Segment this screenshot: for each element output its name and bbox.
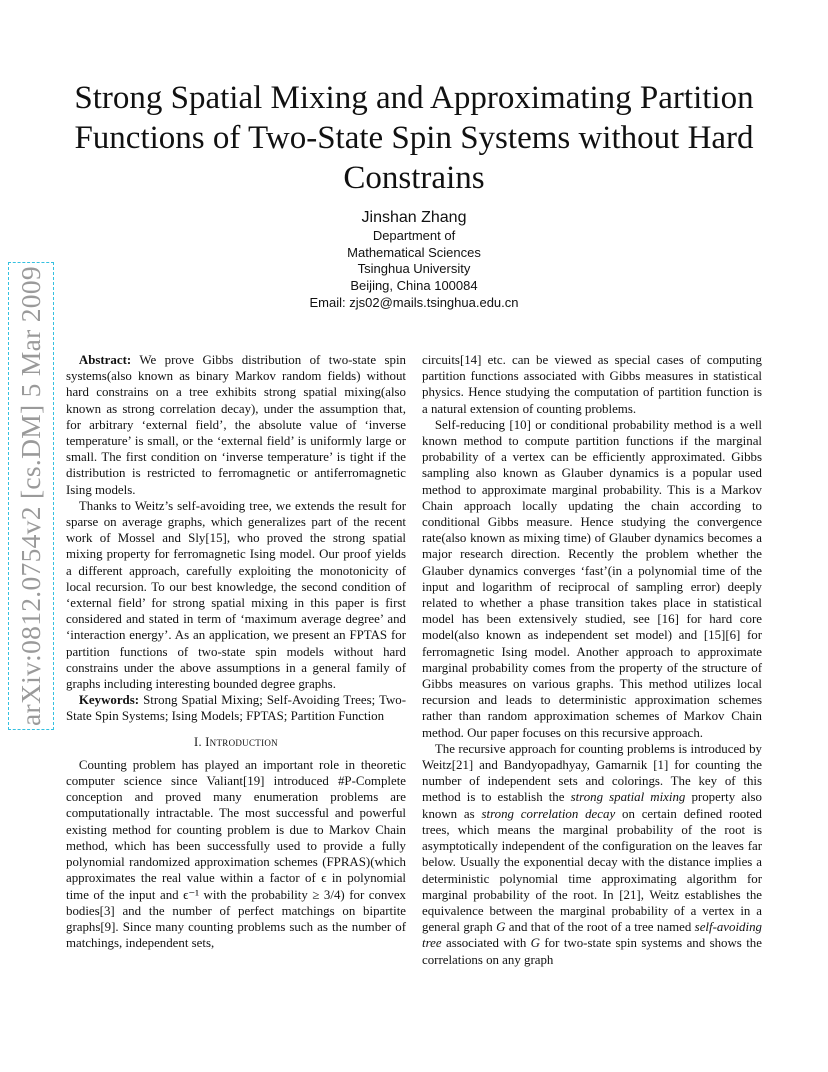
abstract-paragraph [66,352,406,498]
keywords-label: Keywords: [78,693,140,708]
title-line-2: Functions of Two-State Spin Systems without Hard [74,120,754,156]
right-column [422,352,762,968]
keywords-paragraph [66,692,406,724]
author-email: Email: zjs02@mails.tsinghua.edu.cn [309,294,519,310]
left-column [66,352,406,951]
term-self-avoiding-tree: self-avoiding tree [422,920,762,951]
title-line-3: Constrains [343,160,485,196]
author-block [214,208,614,312]
p3-text-a: The recursive approach for counting problems is introduced by Weitz[21] and Bandyopadhyay, Gamarnik [1] for counting the number of independent sets and colorings. The key of this method is to establish the [422,741,762,805]
intro-paragraph-1: Counting problem has played an important role in theoretic computer science since Valiant[19] introduced #P-Complete conception and proved many enumeration problems are computationally intractable. The most successful and powerful existing method for counting problem is due to Markov Chain method, which has been successfully used to provide a fully polynomial randomized approximation schemes (FPRAS)(which approximates the real value within a factor of ϵ in polynomial time of the input and ϵ⁻¹ with the probability ≥ 3/4) for convex bodies[3] and the number of perfect matchings on bipartite graphs[9]. Since many counting problems such as the number of matchings, independent sets, [66,757,406,951]
term-strong-spatial-mixing: strong spatial mixing [570,790,686,805]
section-heading-introduction [66,734,406,750]
right-paragraph-1: circuits[14] etc. can be viewed as special cases of computing partition functions associated with Gibbs measures in statistical physics. Hence studying the computation of partition function is a natural extension of counting problems. [422,353,762,416]
abstract-label: Abstract: [78,353,132,367]
keywords-text: Strong Spatial Mixing; Self-Avoiding Trees; Two-State Spin Systems; Ising Models; FPTAS; Partition Function [66,693,406,724]
abstract-text: We prove Gibbs distribution of two-state spin systems(also known as binary Markov random fields) without hard constrains on a tree exhibits strong spatial mixing(also known as strong correlation decay), under the assumption that, for arbitrary ‘external field’, the absolute value of ‘inverse temperature’ is small, or the ‘external field’ is uniformly large or small. The first condition on ‘inverse temperature’ is tight if the distribution is restricted to ferromagnetic or antiferromagnetic Ising models. [66,353,406,497]
abstract-paragraph-2: Thanks to Weitz’s self-avoiding tree, we extends the result for sparse on average graphs, which generalizes part of the recent work of Mossel and Sly[15], who proved the strong spatial mixing property for ferromagnetic Ising model. Our proof yields a different approach, carefully exploiting the monotonicity of local recursion. To our best knowledge, the second condition of ‘external field’ for strong spatial mixing in this paper is first considered and stated in term of ‘maximum average degree’ and ‘interaction energy’. As an application, we present an FPTAS for partition functions of two-state spin models without hard constrains under the above assumptions in a general family of graphs including interesting bounded degree graphs. [66,498,406,692]
affiliation-university: Tsinghua University [357,261,471,277]
affiliation-dept-line-2: Mathematical Sciences [347,244,481,260]
p3-text-f: for two-state spin systems and shows the correlations on any graph [422,936,762,967]
p3-text-d: and that of the root of a tree named [508,920,692,935]
arxiv-identifier: arXiv:0812.0754v2 [cs.DM] 5 Mar 2009 [15,266,46,726]
affiliation-location: Beijing, China 100084 [350,278,478,294]
section-title: Introduction [205,734,278,749]
term-strong-correlation-decay: strong correlation decay [481,806,616,821]
right-paragraph-2: Self-reducing [10] or conditional probability method is a well known method to compute partition functions if the marginal probability of a vertex can be efficiently approximated. Gibbs sampling also known as Glauber dynamics is a popular used method to approximate marginal probability. This is a Markov Chain approach locally updating the chain according to conditional Gibbs measure. Hence studying the convergence rate(also known as mixing time) of Glauber dynamics becomes a major research direction. Recently the problem whether the Glauber dynamics converges ‘fast’(in a polynomial time of the input and logarithm of reciprocal of sampling error) deeply related to whether a phase transition takes place in statistical model has been extensively studied, see [16] for hard core model(also known as independent set model) and [15][6] for ferromagnetic Ising model. Another approach to approximate marginal probability comes from the property of the structure of Gibbs measures on various graphs. This method utilizes local recursion and leads to deterministic approximation schemes rather than random approximation schemes of Markov Chain method. Our paper focuses on this recursive approach. [422,417,762,740]
title-line-1: Strong Spatial Mixing and Approximating Partition [74,80,754,116]
arxiv-sidebar-stamp [8,262,54,730]
author-name: Jinshan Zhang [361,209,467,226]
math-g-2: G [530,936,540,951]
p3-text-c: on certain defined rooted trees, which means the marginal probability of the root is asymptotically independent of the configuration on the leaves far below. Usually the exponential decay with the distance implies a deterministic polynomial time approximating algorithm for marginal probability of the root. In [21], Weitz establishes the equivalence between the marginal probability of a vertex in a general graph [422,806,762,935]
section-number: I. [194,734,202,749]
math-g-1: G [496,920,506,935]
p3-text-e: associated with [445,936,527,951]
p3-text-b: property also known as [422,790,762,821]
affiliation-dept-line-1: Department of [372,228,456,243]
right-paragraph-3 [422,741,762,968]
paper-title [60,78,768,198]
